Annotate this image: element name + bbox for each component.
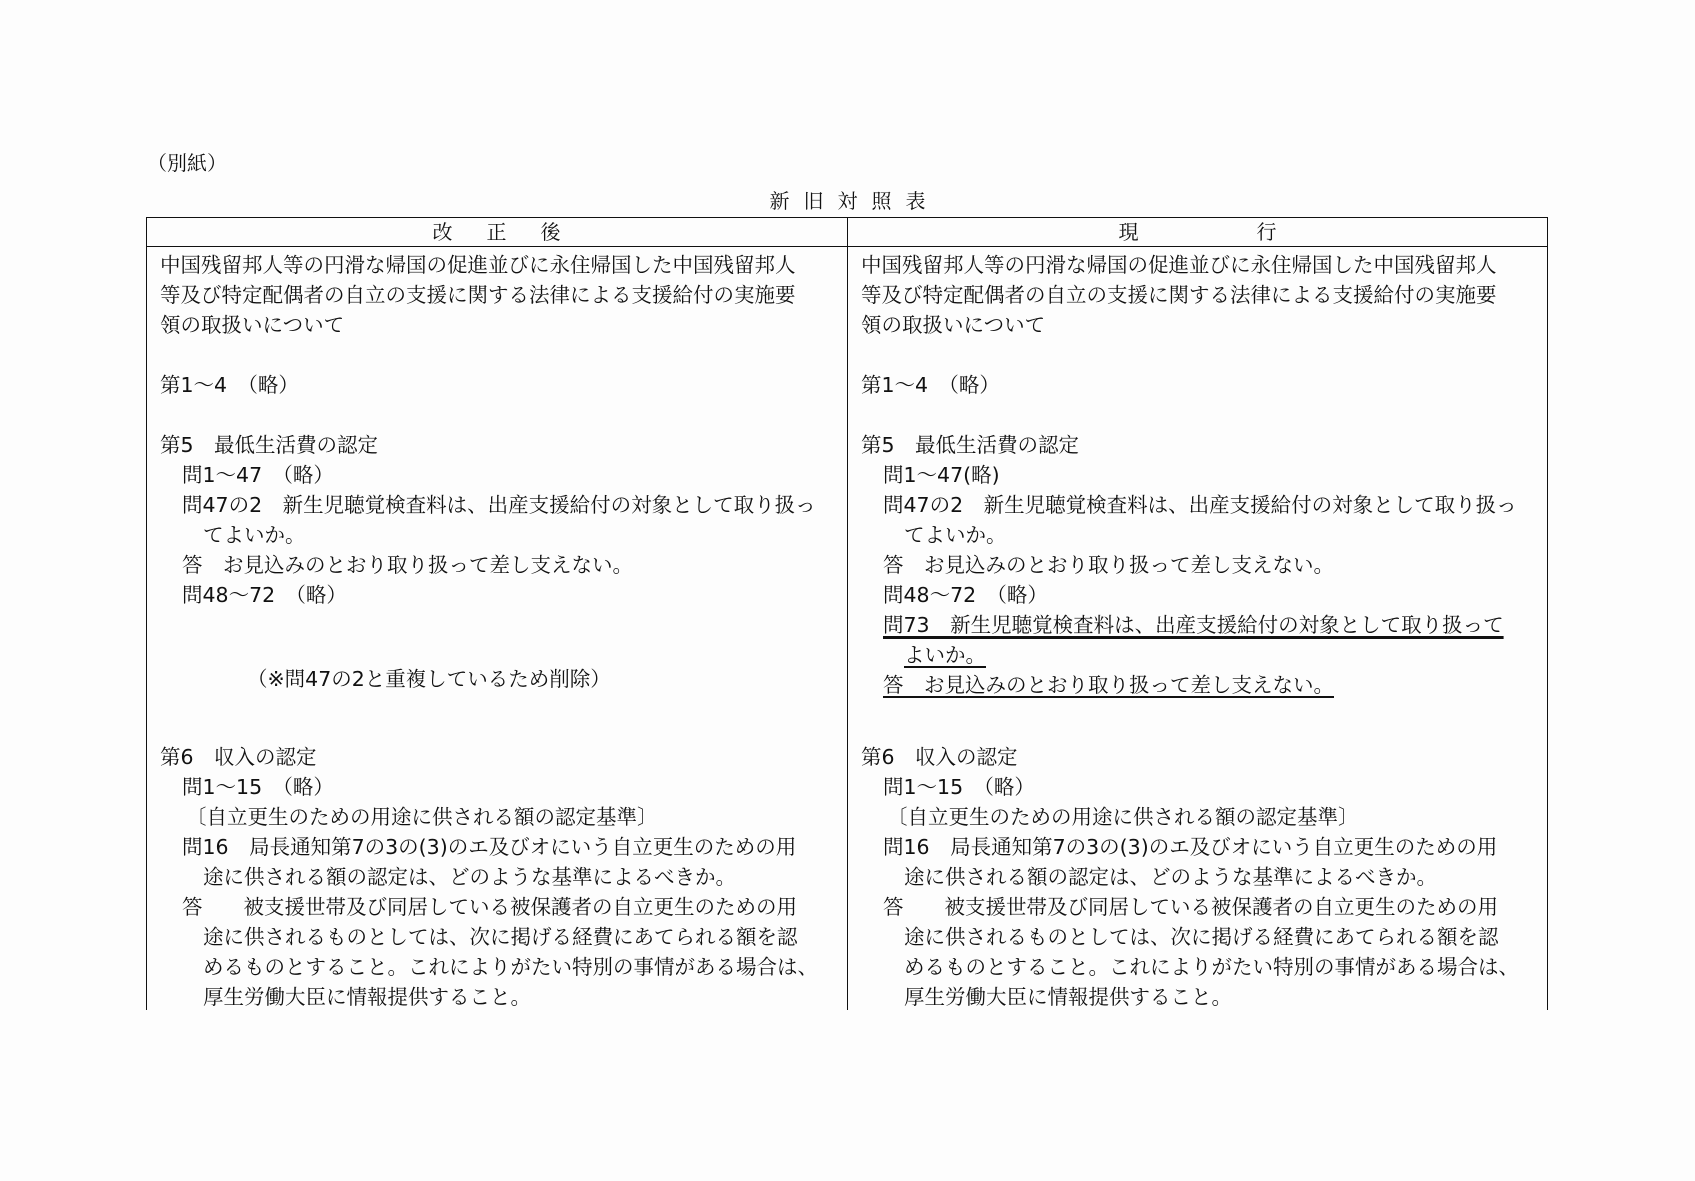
subheading-criteria: 〔自立更生のための用途に供される額の認定基準〕 [186,805,658,829]
answer-16-cont: めるものとすること。これによりがたい特別の事情がある場合は、 [203,955,818,979]
intro-line: 中国残留邦人等の円滑な帰国の促進並びに永住帰国した中国残留邦人 [861,253,1497,277]
answer-16-cont: 厚生労働大臣に情報提供すること。 [203,985,531,1009]
question-47-2: 問47の2 新生児聴覚検査料は、出産支援給付の対象として取り扱っ [182,493,816,517]
answer-16-cont: 途に供されるものとしては、次に掲げる経費にあてられる額を認 [203,925,798,949]
answer-16: 答 被支援世帯及び同居している被保護者の自立更生のための用 [883,895,1498,919]
intro-line: 領の取扱いについて [861,313,1046,337]
answer-16: 答 被支援世帯及び同居している被保護者の自立更生のための用 [182,895,797,919]
question-48-72: 問48～72 （略） [182,583,347,607]
section-1-4: 第1～4 （略） [160,373,299,397]
section-1-4: 第1～4 （略） [861,373,1000,397]
question-16: 問16 局長通知第7の3の(3)のエ及びオにいう自立更生のための用 [883,835,1498,859]
header-current: 現行 [1118,220,1395,244]
section-5-title: 第5 最低生活費の認定 [160,433,379,457]
section-5-title: 第5 最低生活費の認定 [861,433,1080,457]
section-6-title: 第6 収入の認定 [160,745,317,769]
answer-16-cont: 途に供されるものとしては、次に掲げる経費にあてられる額を認 [904,925,1499,949]
intro-line: 中国残留邦人等の円滑な帰国の促進並びに永住帰国した中国残留邦人 [160,253,796,277]
question-16-cont: 途に供される額の認定は、どのような基準によるべきか。 [203,865,736,889]
intro-line: 等及び特定配偶者の自立の支援に関する法律による支援給付の実施要 [861,283,1497,307]
section-6-title: 第6 収入の認定 [861,745,1018,769]
deleted-note: （※問47の2と重複しているため削除） [247,667,611,691]
answer-47-2: 答 お見込みのとおり取り扱って差し支えない。 [883,553,1334,577]
question-48-72: 問48～72 （略） [883,583,1048,607]
header-revised: 改正後 [432,220,595,244]
subheading-criteria: 〔自立更生のための用途に供される額の認定基準〕 [887,805,1359,829]
question-1-15: 問1～15 （略） [883,775,1035,799]
intro-line: 等及び特定配偶者の自立の支援に関する法律による支援給付の実施要 [160,283,796,307]
attachment-label: （別紙） [147,151,227,175]
question-47-2-cont: てよいか。 [203,523,306,547]
answer-16-cont: めるものとすること。これによりがたい特別の事情がある場合は、 [904,955,1519,979]
question-47-2: 問47の2 新生児聴覚検査料は、出産支援給付の対象として取り扱っ [883,493,1517,517]
question-73-underlined: 問73 新生児聴覚検査料は、出産支援給付の対象として取り扱って [883,613,1504,637]
column-divider [847,217,848,1010]
document-title: 新旧対照表 [769,189,940,213]
question-73-cont-underlined: よいか。 [904,643,986,667]
question-1-47: 問1～47(略) [883,463,1000,487]
question-1-47: 問1～47 （略） [182,463,334,487]
question-47-2-cont: てよいか。 [904,523,1007,547]
answer-47-2: 答 お見込みのとおり取り扱って差し支えない。 [182,553,633,577]
answer-73-underlined: 答 お見込みのとおり取り扱って差し支えない。 [883,673,1334,697]
question-16-cont: 途に供される額の認定は、どのような基準によるべきか。 [904,865,1437,889]
question-1-15: 問1～15 （略） [182,775,334,799]
answer-16-cont: 厚生労働大臣に情報提供すること。 [904,985,1232,1009]
intro-line: 領の取扱いについて [160,313,345,337]
question-16: 問16 局長通知第7の3の(3)のエ及びオにいう自立更生のための用 [182,835,797,859]
